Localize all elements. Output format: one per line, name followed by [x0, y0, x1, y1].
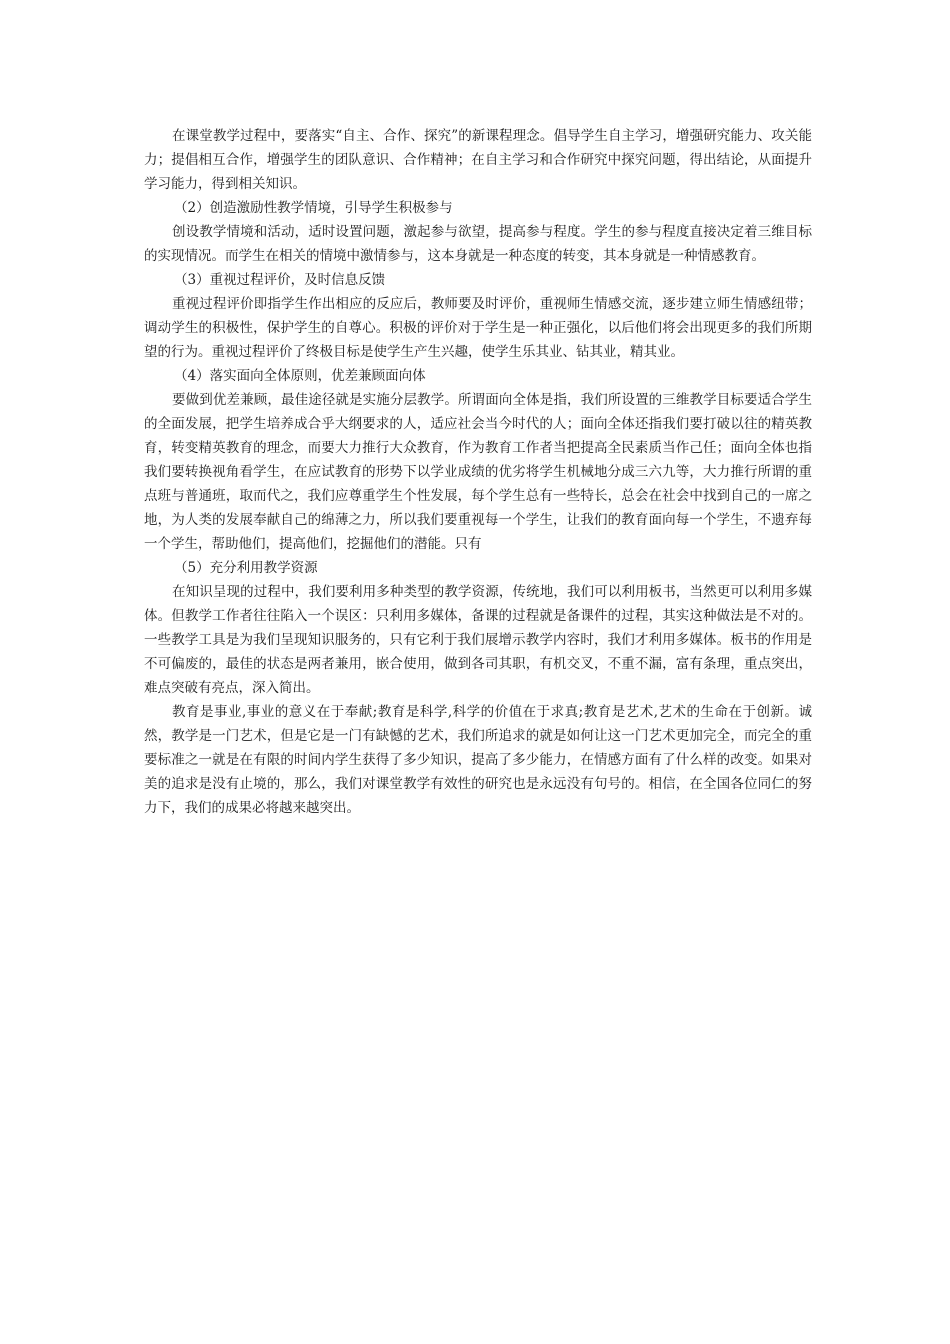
section-heading-3: （3）重视过程评价，及时信息反馈 — [174, 272, 386, 288]
paragraph-section-2: 创设教学情境和活动，适时设置问题，激起参与欲望，提高参与程度。学生的参与程度直接决定着三维目标的实现情况。而学生在相关的情境中激情参与，这本身就是一种态度的转变，其本身就是一种情感教育。 — [144, 224, 812, 264]
paragraph-intro: 在课堂教学过程中，要落实“自主、合作、探究”的新课程理念。倡导学生自主学习，增强研究能力、攻关能力；提倡相互合作，增强学生的团队意识、合作精神；在自主学习和合作研究中探究问题，得出结论，从面提升学习能力，得到相关知识。 — [144, 128, 812, 192]
paragraph-section-4: 要做到优差兼顾，最佳途径就是实施分层教学。所谓面向全体是指，我们所设置的三维教学目标要适合学生的全面发展，把学生培养成合乎大纲要求的人，适应社会当今时代的人；面向全体还指我们要打破以往的精英教育，转变精英教育的理念，而要大力推行大众教育，作为教育工作者当把提高全民素质当作己任；面向全体也指我们要转换视角看学生，在应试教育的形势下以学业成绩的优劣将学生机械地分成三六九等，大力推行所谓的重点班与普通班，取而代之，我们应尊重学生个性发展，每个学生总有一些特长，总会在社会中找到自己的一席之地，为人类的发展奉献自己的绵薄之力，所以我们要重视每一个学生，让我们的教育面向每一个学生，不遗弃每一个学生，帮助他们，提高他们，挖掘他们的潜能。只有 — [144, 392, 812, 552]
paragraph-section-3: 重视过程评价即指学生作出相应的反应后，教师要及时评价，重视师生情感交流，逐步建立师生情感纽带；调动学生的积极性，保护学生的自尊心。积极的评价对于学生是一种正强化，以后他们将会出现更多的我们所期望的行为。重视过程评价了终极目标是使学生产生兴趣，使学生乐其业、钻其业，精其业。 — [144, 296, 812, 360]
section-heading-5: （5）充分利用教学资源 — [174, 560, 318, 576]
paragraph-conclusion: 教育是事业,事业的意义在于奉献;教育是科学,科学的价值在于求真;教育是艺术,艺术的生命在于创新。诚然，教学是一门艺术，但是它是一门有缺憾的艺术，我们所追求的就是如何让这一门艺术更加完全，而完全的重要标准之一就是在有限的时间内学生获得了多少知识，提高了多少能力，在情感方面有了什么样的改变。如果对美的追求是没有止境的，那么，我们对课堂教学有效性的研究也是永远没有句号的。相信，在全国各位同仁的努力下，我们的成果必将越来越突出。 — [144, 704, 812, 816]
paragraph-section-5: 在知识呈现的过程中，我们要利用多种类型的教学资源，传统地，我们可以利用板书，当然更可以利用多媒体。但教学工作者往往陷入一个误区：只利用多媒体，备课的过程就是备课件的过程，其实这种做法是不对的。一些教学工具是为我们呈现知识服务的，只有它利于我们展增示教学内容时，我们才利用多媒体。板书的作用是不可偏废的，最佳的状态是两者兼用，嵌合使用，做到各司其职，有机交叉，不重不漏，富有条理，重点突出，难点突破有亮点，深入简出。 — [144, 584, 812, 696]
section-heading-4: （4）落实面向全体原则，优差兼顾面向体 — [174, 368, 426, 384]
section-heading-2: （2）创造激励性教学情境，引导学生积极参与 — [174, 200, 453, 216]
document-body — [144, 124, 812, 820]
